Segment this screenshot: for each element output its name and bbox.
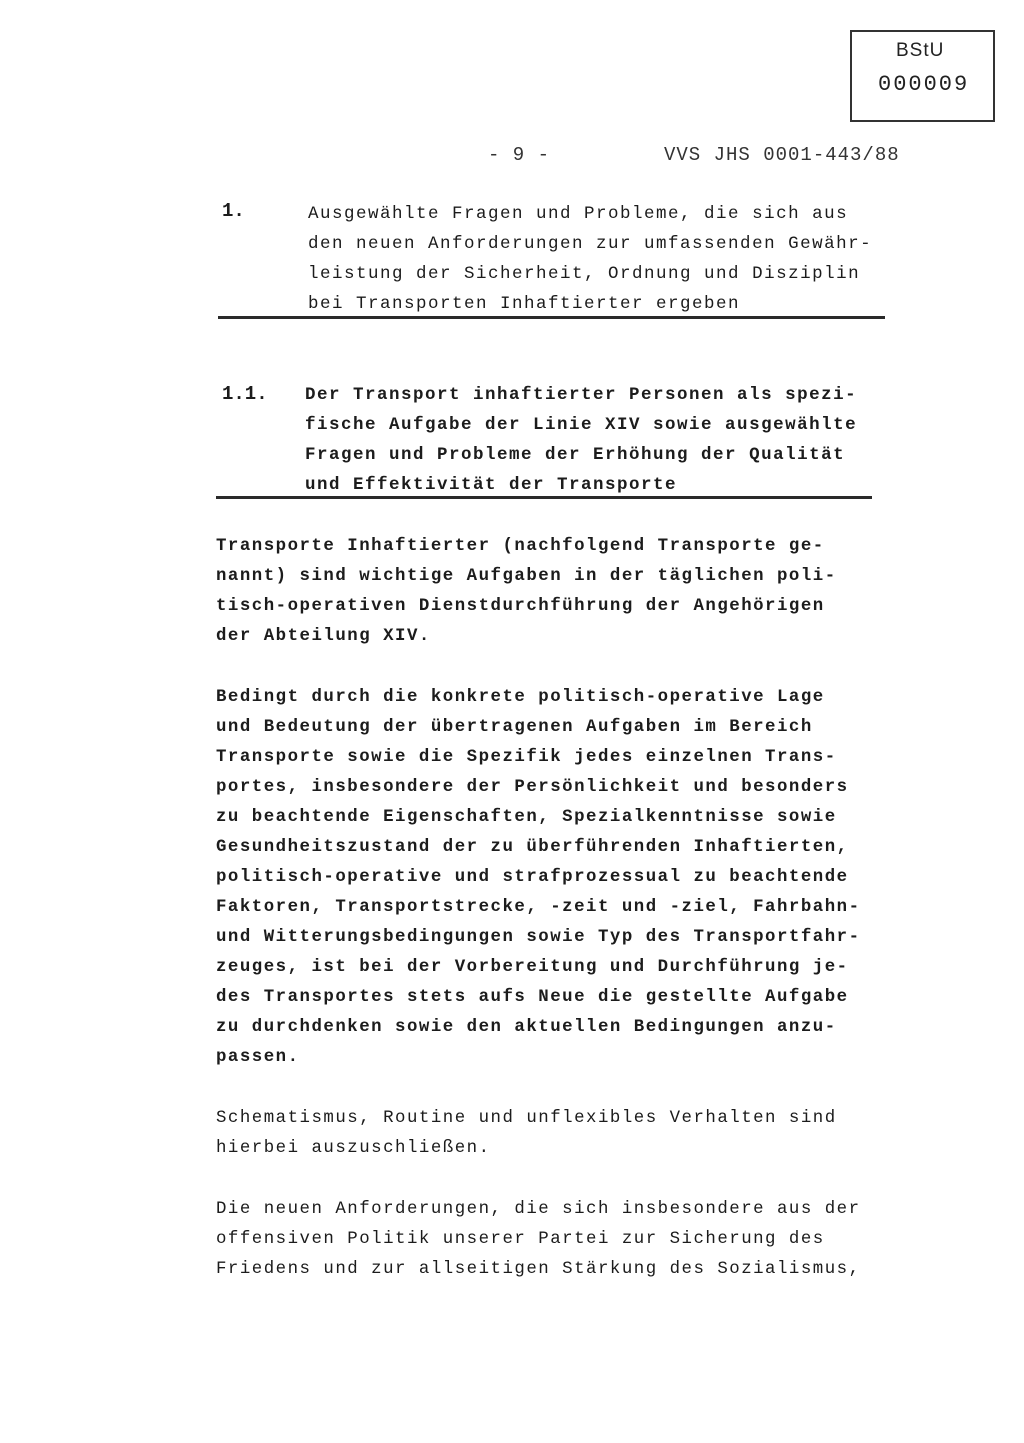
body-text-line: zu durchdenken sowie den aktuellen Bedingungen anzu-: [216, 1018, 837, 1037]
body-text-line: nannt) sind wichtige Aufgaben in der täglichen poli-: [216, 567, 837, 586]
body-text-line: Bedingt durch die konkrete politisch-operative Lage: [216, 688, 825, 707]
body-text-line: Gesundheitszustand der zu überführenden Inhaftierten,: [216, 838, 849, 857]
body-text-line: Friedens und zur allseitigen Stärkung des Sozialismus,: [216, 1260, 861, 1279]
document-reference: VVS JHS 0001-443/88: [664, 144, 900, 166]
body-text-line: politisch-operative und strafprozessual zu beachtende: [216, 868, 849, 887]
section-1-1-underline: [216, 496, 872, 499]
body-text-line: portes, insbesondere der Persönlichkeit und besonders: [216, 778, 849, 797]
section-1-heading-line: Ausgewählte Fragen und Probleme, die sich aus: [308, 204, 849, 224]
body-text-line: passen.: [216, 1048, 300, 1067]
section-1-1-heading-line: Fragen und Probleme der Erhöhung der Qualität: [305, 445, 846, 465]
body-text-line: hierbei auszuschließen.: [216, 1139, 491, 1158]
body-text-line: Die neuen Anforderungen, die sich insbesondere aus der: [216, 1200, 861, 1219]
section-1-underline: [218, 316, 885, 319]
body-text-line: Transporte Inhaftierter (nachfolgend Transporte ge-: [216, 537, 825, 556]
body-text-line: des Transportes stets aufs Neue die gestellte Aufgabe: [216, 988, 849, 1007]
section-number-1-1: 1.1.: [222, 383, 268, 405]
section-1-heading-line: leistung der Sicherheit, Ordnung und Disziplin: [308, 264, 861, 284]
stamp-agency: BStU: [896, 40, 945, 61]
body-text-line: zeuges, ist bei der Vorbereitung und Durchführung je-: [216, 958, 849, 977]
body-text-line: Faktoren, Transportstrecke, -zeit und -ziel, Fahrbahn-: [216, 898, 861, 917]
section-1-1-heading-line: Der Transport inhaftierter Personen als spezi-: [305, 385, 858, 405]
stamp-number: 000009: [878, 72, 970, 97]
section-number-1: 1.: [222, 200, 245, 222]
archive-stamp: [850, 30, 995, 122]
page-number: - 9 -: [488, 144, 551, 166]
body-text-line: tisch-operativen Dienstdurchführung der Angehörigen: [216, 597, 825, 616]
body-text-line: und Witterungsbedingungen sowie Typ des Transportfahr-: [216, 928, 861, 947]
section-1-heading-line: den neuen Anforderungen zur umfassenden Gewähr-: [308, 234, 873, 254]
section-1-1-heading-line: fische Aufgabe der Linie XIV sowie ausgewählte: [305, 415, 858, 435]
body-text-line: Schematismus, Routine und unflexibles Verhalten sind: [216, 1109, 837, 1128]
body-text-line: zu beachtende Eigenschaften, Spezialkenntnisse sowie: [216, 808, 837, 827]
section-1-heading-line: bei Transporten Inhaftierter ergeben: [308, 294, 741, 314]
section-1-1-heading-line: und Effektivität der Transporte: [305, 475, 678, 495]
body-text-line: der Abteilung XIV.: [216, 627, 431, 646]
body-text-line: und Bedeutung der übertragenen Aufgaben im Bereich: [216, 718, 813, 737]
body-text-line: Transporte sowie die Spezifik jedes einzelnen Trans-: [216, 748, 837, 767]
body-text-line: offensiven Politik unserer Partei zur Sicherung des: [216, 1230, 825, 1249]
